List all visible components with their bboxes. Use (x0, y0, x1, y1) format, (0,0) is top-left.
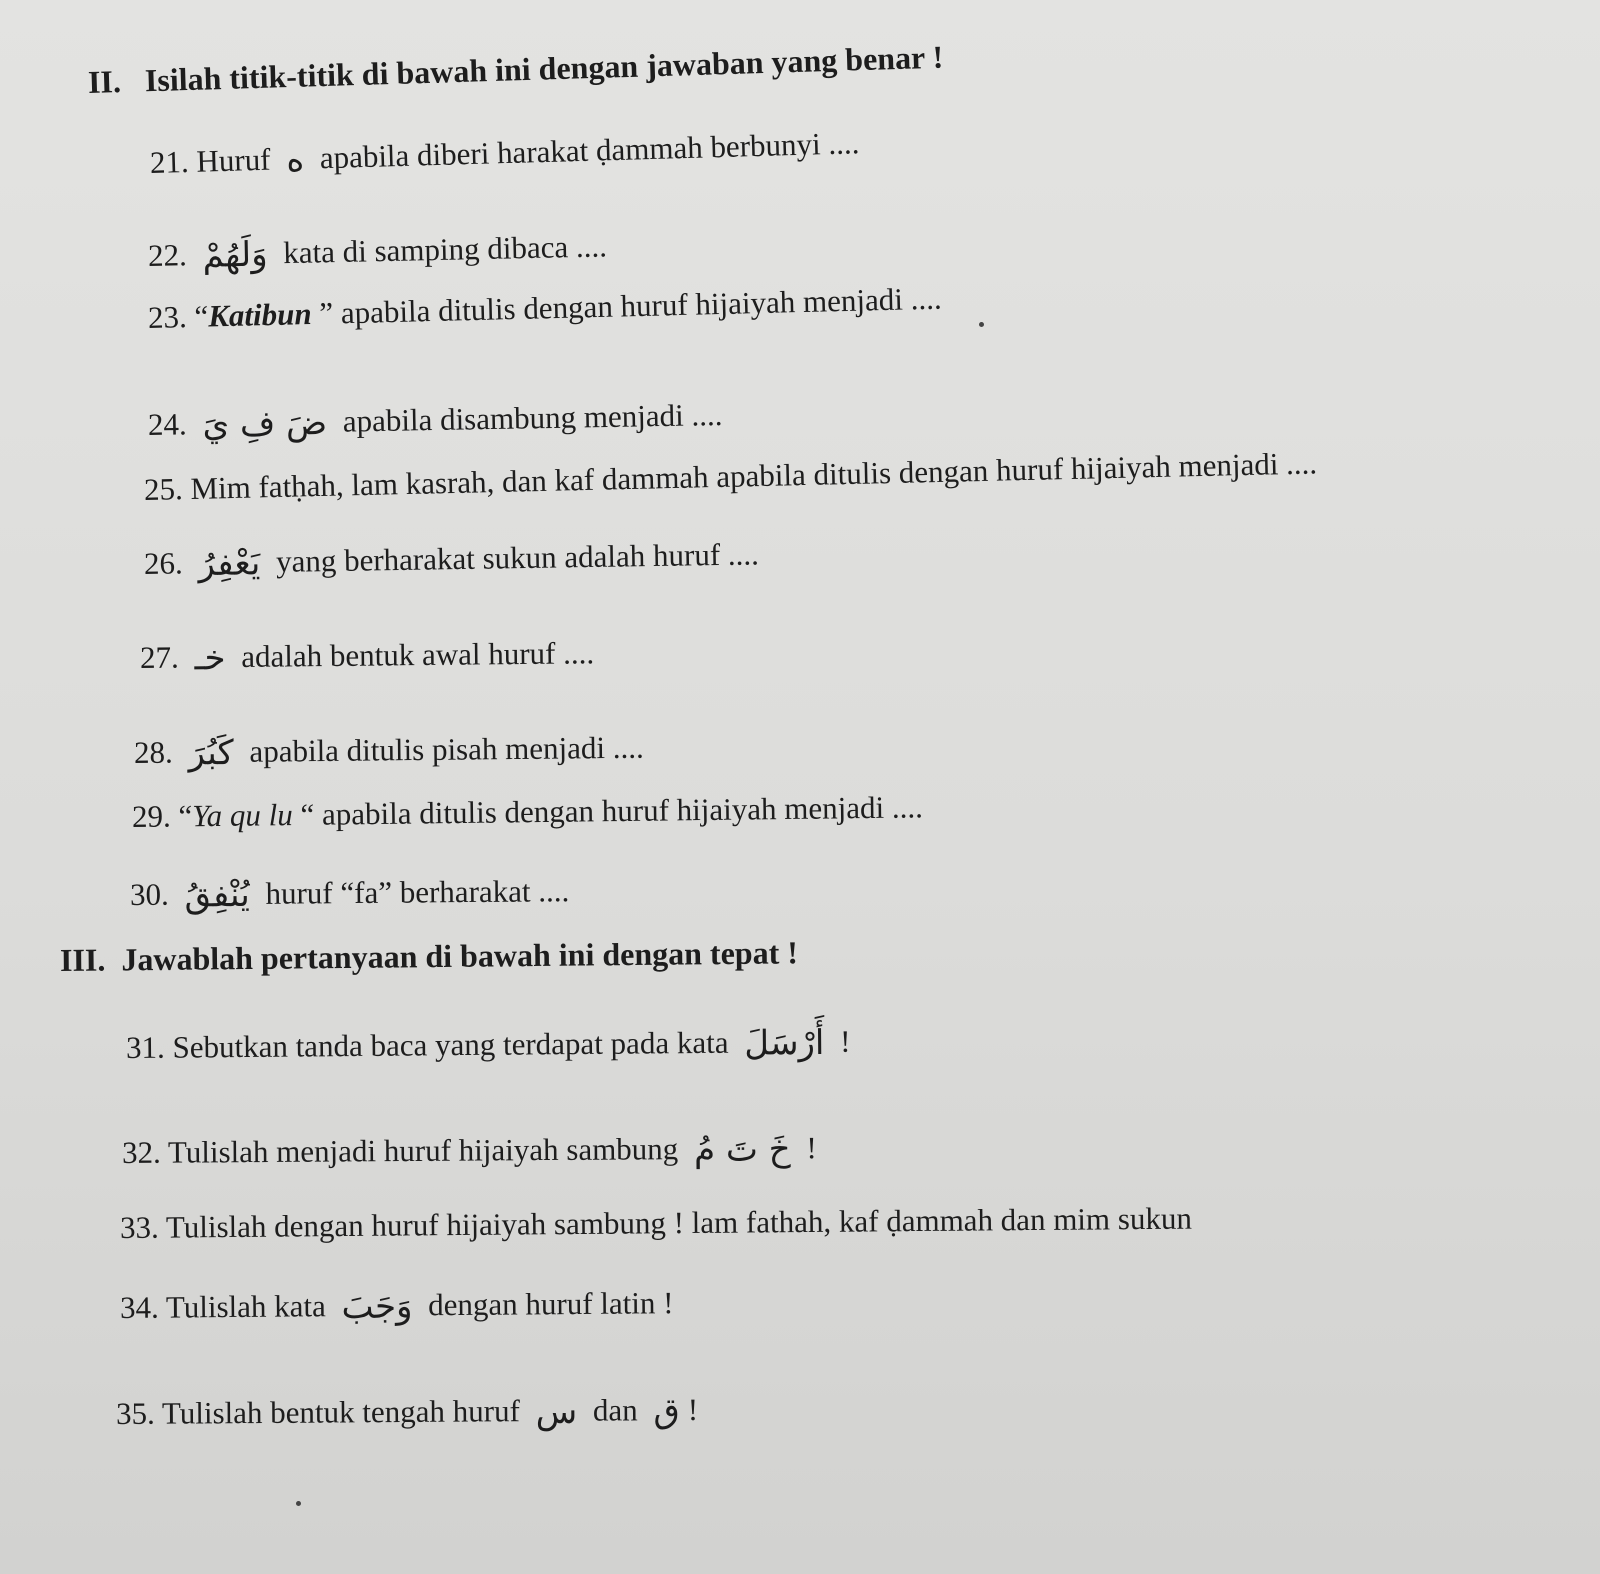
question-27 (140, 633, 595, 679)
question-text: Tulislah bentuk tengah huruf (161, 1393, 520, 1431)
arabic-text: س (535, 1391, 578, 1433)
arabic-text: ضَ فِ يَ (202, 402, 328, 446)
arabic-text: يُنْفِقُ (184, 874, 250, 916)
question-30 (130, 871, 570, 916)
section-3-title: Jawablah pertanyaan di bawah ini dengan tepat ! (121, 934, 799, 978)
question-number: 29. (131, 798, 171, 834)
question-text: apabila ditulis pisah menjadi .... (249, 729, 644, 769)
section-3-heading (60, 932, 798, 980)
arabic-text: خَ تَ مُ (693, 1129, 791, 1171)
question-number: 25. (143, 471, 184, 507)
question-text: ” apabila ditulis dengan huruf hijaiyah menjadi .... (311, 280, 943, 331)
question-31 (126, 1022, 851, 1069)
arabic-text: ه (285, 139, 305, 181)
question-number: 33. (119, 1209, 159, 1245)
arabic-text: يَعْفِرُ (198, 543, 261, 585)
question-number: 21. (149, 143, 190, 180)
question-21 (149, 123, 859, 184)
arabic-text: ق (653, 1391, 680, 1432)
question-text: “ (178, 798, 193, 834)
question-number: 31. (125, 1029, 165, 1065)
question-number: 27. (139, 639, 179, 675)
question-text: “ (194, 298, 209, 334)
question-number: 28. (133, 734, 173, 770)
question-text: Sebutkan tanda baca yang terdapat pada kata (172, 1024, 729, 1065)
question-28 (134, 728, 644, 774)
question-26 (144, 534, 760, 585)
question-text: kata di samping dibaca .... (282, 228, 608, 271)
question-25 (144, 443, 1318, 510)
question-number: 22. (147, 237, 188, 273)
paper-speck (296, 1501, 301, 1506)
question-text: Huruf (195, 141, 271, 179)
question-text: “ apabila ditulis dengan huruf hijaiyah menjadi .... (292, 789, 924, 833)
question-29 (132, 787, 923, 837)
question-number: 24. (147, 406, 188, 442)
question-number: 35. (115, 1395, 155, 1431)
section-2-number: II. (87, 63, 122, 100)
question-text: apabila disambung menjadi .... (342, 396, 723, 439)
arabic-text: وَلَهُمْ (202, 234, 268, 276)
question-number: 34. (119, 1289, 159, 1325)
paper-speck (979, 322, 984, 327)
question-text: ! (806, 1130, 817, 1166)
question-emphasis: Ya qu lu (192, 797, 293, 834)
question-text: Tulislah dengan huruf hijaiyah sambung ! lam fathah, kaf ḍammah dan mim sukun (165, 1200, 1193, 1245)
question-22 (148, 226, 608, 277)
question-text: apabila diberi harakat ḍammah berbunyi .... (319, 125, 860, 176)
question-emphasis: Katibun (207, 296, 313, 334)
question-text: adalah bentuk awal huruf .... (241, 635, 595, 674)
question-number: 30. (129, 876, 169, 912)
arabic-text: كَبُرَ (188, 732, 234, 774)
section-2-heading (87, 37, 943, 102)
section-3-number: III. (59, 941, 106, 978)
question-text: huruf “fa” berharakat .... (265, 873, 570, 911)
question-text: ! (839, 1023, 851, 1059)
question-33 (120, 1199, 1192, 1248)
question-number: 23. (147, 299, 188, 335)
question-text: yang berharakat sukun adalah huruf .... (275, 536, 760, 579)
question-text: Mim fatḥah, lam kasrah, dan kaf dammah apabila ditulis dengan huruf hijaiyah menjadi .... (190, 445, 1318, 506)
question-34 (120, 1283, 674, 1329)
question-35 (116, 1390, 698, 1435)
section-2-title: Isilah titik-titik di bawah ini dengan jawaban yang benar ! (144, 38, 944, 99)
question-text: ! (687, 1391, 699, 1428)
question-text: Tulislah menjadi huruf hijaiyah sambung (167, 1131, 679, 1170)
question-text: dan (592, 1392, 638, 1428)
arabic-text: أَرْسَلَ (744, 1022, 825, 1064)
question-23 (148, 279, 943, 338)
question-text: dengan huruf latin ! (427, 1285, 674, 1323)
question-text: Tulislah kata (165, 1288, 326, 1325)
question-24 (148, 395, 723, 446)
question-32 (122, 1128, 817, 1174)
question-number: 26. (143, 545, 184, 581)
arabic-text: وَجَبَ (341, 1286, 413, 1328)
arabic-text: خـ (194, 638, 226, 679)
question-number: 32. (121, 1134, 161, 1170)
